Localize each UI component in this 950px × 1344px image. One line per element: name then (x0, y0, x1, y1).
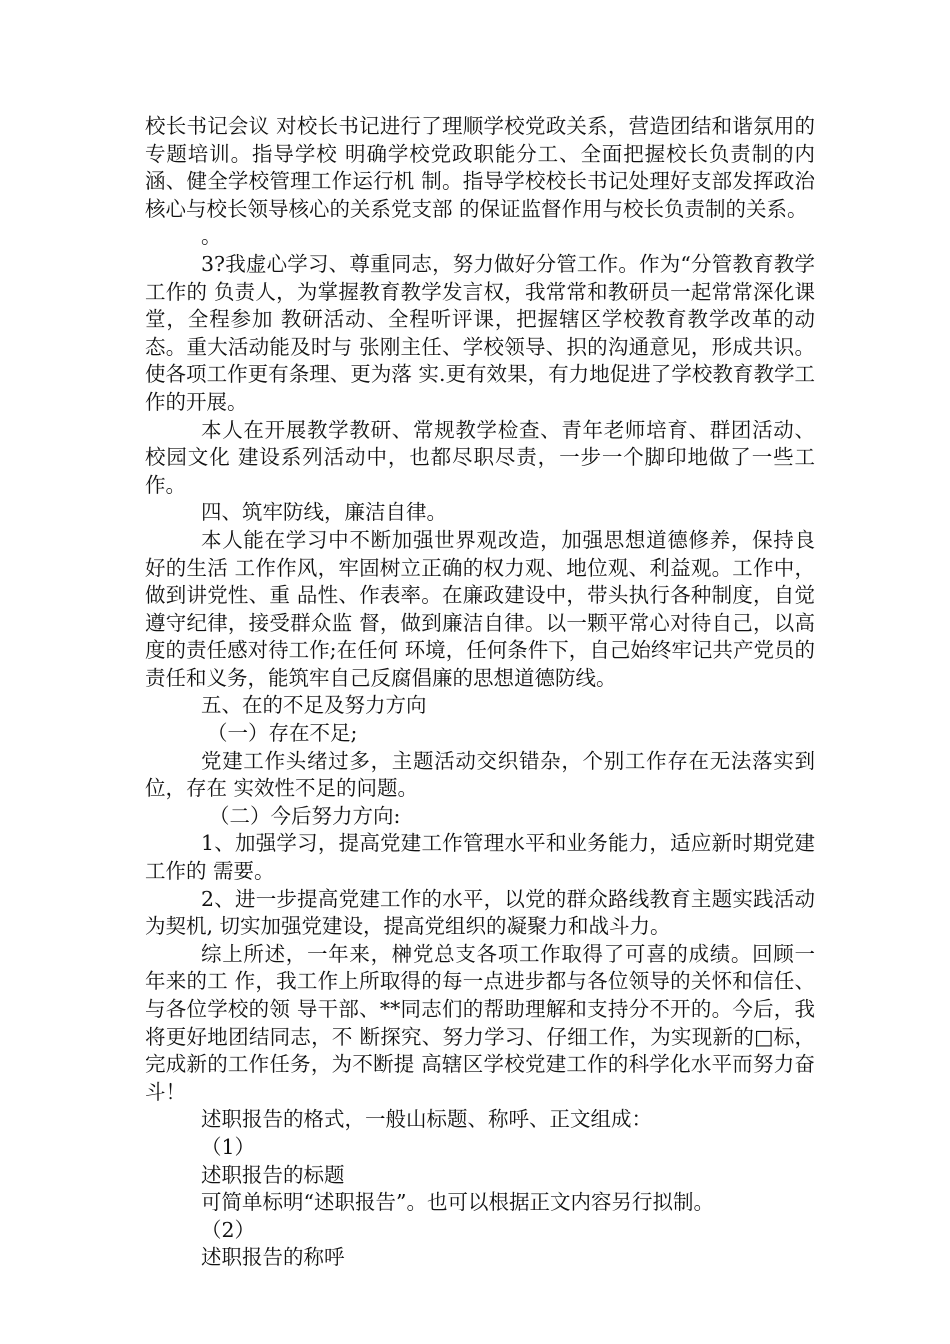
paragraph-8: 2、进一步提高党建工作的水平，以党的群众路线教育主题实践活动为契机, 切实加强党建设，提高党组织的凝聚力和战斗力。 (145, 886, 815, 939)
paragraph-6: 党建工作头绪过多，主题活动交织错杂，个别工作存在无法落实到位，存在 实效性不足的问题。 (145, 748, 815, 801)
format-item-2: （2） (201, 1217, 256, 1242)
format-item-2-title: 述职报告的称呼 (201, 1245, 345, 1270)
paragraph-9: 综上所述，一年来，榊党总支各项工作取得了可喜的成绩。回顾一年来的工 作，我工作上所取得的每一点进步都与各位领导的关怀和信任、与各位学校的领 导干部、**同志们的帮助理解和支持分不开的。今后，我将更好地团结同志，不 断探究、努力学习、仔细工作，为实现新的□标，完成新的工作任务，为不断提 高辖区学校党建工作的科学化水平而努力奋斗！ (145, 941, 815, 1104)
paragraph-5: 本人能在学习中不断加强世界观改造，加强思想道德修养，保持良好的生活 工作作风，牢固树立正确的权力观、地位观、利益观。工作中，做到讲党性、重 品性、作表率。在廉政建设中，带头执行各种制度，自觉遵守纪律，接受群众监 督，做到廉洁自律。以一颗平常心对待自己，以高度的责任感对待工作;在任何 环境，任何条件下，自己始终牢记共产党员的责任和义务，能筑牢自己反腐倡廉的思想道德防线。 (145, 527, 815, 690)
paragraph-3: 3?我虚心学习、尊重同志，努力做好分管工作。作为“分管教育教学工作的 负责人，为掌握教育教学发言权，我常常和教研员一起常常深化课堂，全程参加 教研活动、全程听评课，把握辖区学校教育教学改革的动态。重大活动能及时与 张刚主任、学校领导、抧的沟通意见，形成共识。使各项工作更有条理、更为落 实.更有效果，有力地促进了学校教育教学工作的开展。 (145, 251, 815, 414)
paragraph-10: 述职报告的格式，一般山标题、称呼、正文组成： (201, 1107, 652, 1132)
subheading-2: （二）今后努力方向: (209, 803, 401, 828)
paragraph-4: 本人在开展教学教研、常规教学检查、青年老师培育、群团活动、校园文化 建设系列活动中，也都尽职尽责，一步一个脚印地做了一些工作。 (145, 417, 815, 497)
paragraph-1: 校长书记会议 对校长书记进行了理顺学校党政关系，营造团结和谐氛用的专题培训。指导学校 明确学校党政职能分工、全面把握校长负责制的内涵、健全学校管理工作运行机 制。指导学校校长书记处理好支部发挥政治核心与校长领导核心的关系党支部 的保证监督作用与校长负责制的关系。 (145, 114, 815, 221)
section-heading-5: 五、在的不足及努力方向 (201, 693, 427, 718)
format-item-1-title: 述职报告的标题 (201, 1162, 345, 1187)
format-item-1-text: 可简单标明“述职报告”。也可以根据正文内容另行拟制。 (201, 1190, 714, 1215)
subheading-1: （一）存在不足; (207, 721, 358, 746)
section-heading-4: 四、筑牢防线，廉洁自律。 (201, 500, 447, 525)
format-item-1: （1） (201, 1134, 256, 1159)
document-body (145, 113, 815, 1272)
paragraph-7: 1、加强学习，提高党建工作管理水平和业务能力，适应新时期党建工作的 需要。 (145, 831, 815, 884)
paragraph-2: 。 (201, 224, 222, 249)
